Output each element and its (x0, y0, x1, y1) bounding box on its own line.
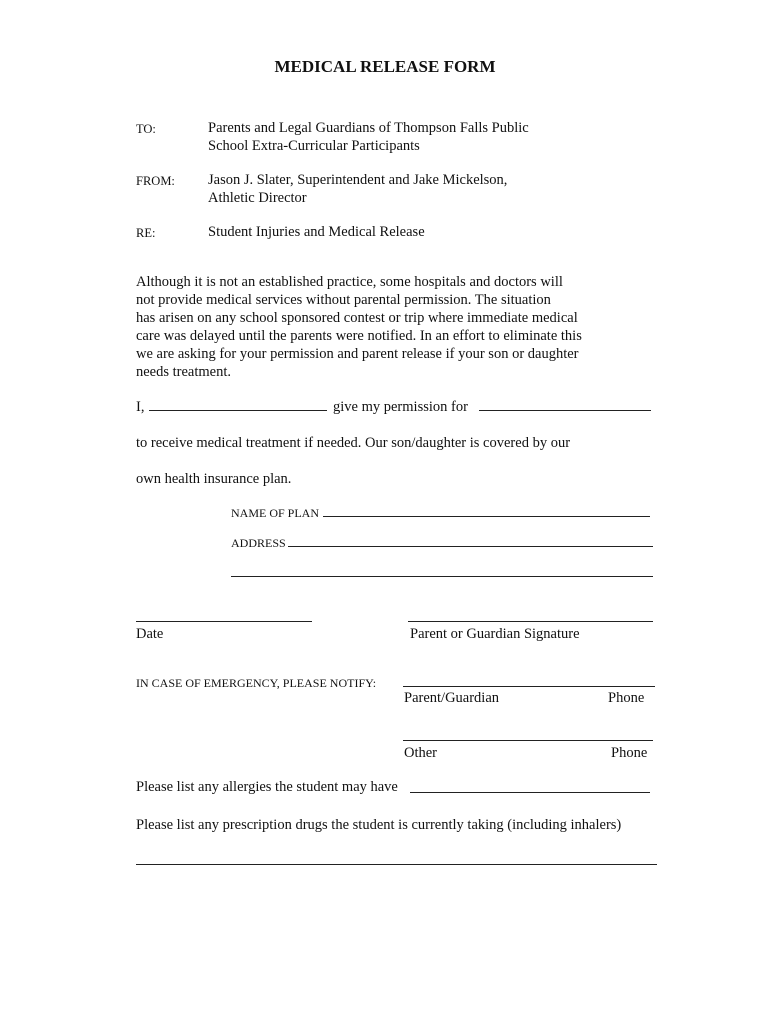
intro-paragraph (136, 273, 636, 381)
to-line-1: Parents and Legal Guardians of Thompson Falls Public (208, 120, 529, 136)
insurance-text: own health insurance plan. (136, 471, 292, 487)
phone-label-1: Phone (608, 690, 645, 706)
to-line-2: School Extra-Curricular Participants (208, 138, 420, 154)
from-line-2: Athletic Director (208, 190, 307, 206)
address-field[interactable] (288, 546, 653, 547)
parent-guardian-label: Parent/Guardian (404, 690, 500, 706)
emergency-label: IN CASE OF EMERGENCY, PLEASE NOTIFY: (136, 676, 377, 690)
emergency-other-field[interactable] (403, 740, 653, 741)
signature-field[interactable] (408, 621, 653, 622)
re-label: RE: (136, 226, 156, 240)
permission-mid-text: give my permission for (333, 399, 468, 415)
paragraph-line: care was delayed until the parents were notified. In an effort to eliminate this (136, 328, 582, 344)
address-field-line-2[interactable] (231, 576, 653, 577)
paragraph-line: needs treatment. (136, 364, 232, 380)
student-name-field[interactable] (479, 410, 651, 411)
prescriptions-label: Please list any prescription drugs the student is currently taking (including inhalers) (136, 817, 622, 833)
to-label: TO: (136, 122, 156, 136)
paragraph-line: Although it is not an established practice, some hospitals and doctors will (136, 274, 563, 290)
paragraph-line: we are asking for your permission and parent release if your son or daughter (136, 346, 579, 362)
paragraph-line: not provide medical services without parental permission. The situation (136, 292, 551, 308)
allergies-label: Please list any allergies the student may have (136, 779, 398, 795)
prescriptions-field[interactable] (136, 864, 657, 865)
date-field[interactable] (136, 621, 312, 622)
emergency-parent-field[interactable] (403, 686, 655, 687)
phone-label-2: Phone (611, 745, 648, 761)
allergies-field[interactable] (410, 792, 650, 793)
other-label: Other (404, 745, 438, 761)
paragraph-line: has arisen on any school sponsored contest or trip where immediate medical (136, 310, 578, 326)
address-label: ADDRESS (231, 536, 286, 550)
from-label: FROM: (136, 174, 175, 188)
re-text: Student Injuries and Medical Release (208, 224, 425, 240)
date-label: Date (136, 626, 164, 642)
from-line-1: Jason J. Slater, Superintendent and Jake Mickelson, (208, 172, 508, 188)
parent-name-field[interactable] (149, 410, 327, 411)
signature-label: Parent or Guardian Signature (410, 626, 580, 642)
form-title: MEDICAL RELEASE FORM (274, 57, 496, 76)
name-of-plan-field[interactable] (323, 516, 650, 517)
treatment-text: to receive medical treatment if needed. Our son/daughter is covered by our (136, 435, 571, 451)
permission-i-text: I, (136, 399, 145, 415)
name-of-plan-label: NAME OF PLAN (231, 506, 320, 520)
